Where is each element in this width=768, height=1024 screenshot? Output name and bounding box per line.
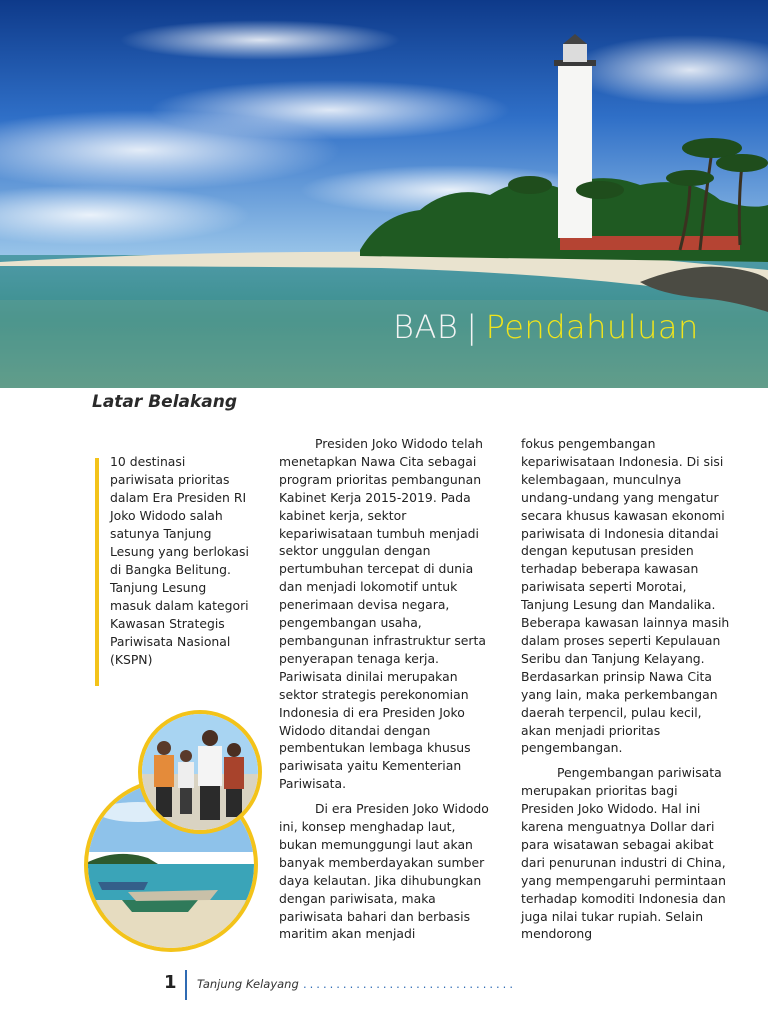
page-number: 1 (164, 972, 177, 993)
footer-title: Tanjung Kelayang (197, 977, 299, 991)
chapter-title (393, 308, 699, 346)
footer-divider (185, 970, 187, 1000)
pull-quote: 10 destinasi pariwisata prioritas dalam Era Presiden RI Joko Widodo salah satunya Tanjung Lesung yang berlokasi di Bangka Belitung. Tanjung Lesung masuk dalam kategori Kawasan Strategis Pariwisata Nasional (KSPN) (110, 454, 249, 667)
footer-leader-dots: ................................ (303, 977, 516, 991)
paragraph: Di era Presiden Joko Widodo ini, konsep menghadap laut, bukan memunggungi laut akan banyak memberdayakan sumber daya kelautan. Jika dihubungkan dengan pariwisata, maka pariwisata bahari dan berbasis maritim akan menjadi (279, 801, 489, 942)
chapter-separator: | (466, 308, 478, 346)
paragraph: Presiden Joko Widodo telah menetapkan Nawa Cita sebagai program prioritas pembangunan Kabinet Kerja 2015-2019. Pada kabinet kerja, sektor kepariwisataan tumbuh menjadi sektor unggulan dengan pertumbuhan tercepat di dunia dan menjadi lokomotif untuk penerimaan devisa negara, pengembangan usaha, pembangunan infrastruktur serta penyerapan tenaga kerja. Pariwisata dinilai merupakan sektor strategis perekonomian Indonesia di era Presiden Joko Widodo ditandai dengan pembentukan lembaga khusus pariwisata yaitu Kementerian Pariwisata. (279, 436, 486, 792)
chapter-name: Pendahuluan (485, 308, 699, 346)
body-column-2 (279, 435, 491, 943)
chapter-word: BAB (393, 308, 459, 346)
hero-image (0, 0, 768, 388)
paragraph: Pengembangan pariwisata merupakan prioritas bagi Presiden Joko Widodo. Hal ini karena menguatnya Dollar dari para wisatawan sebagai akibat dari penurunan industri di China, yang mempengaruhi permintaan terhadap komoditi Indonesia dan juga nilai tukar rupiah. Selain mendorong (521, 765, 726, 942)
officials-walking-photo (138, 710, 262, 834)
section-heading: Latar Belakang (92, 392, 238, 412)
quote-accent-bar (95, 458, 99, 686)
body-column-3 (521, 435, 733, 943)
paragraph: fokus pengembangan kepariwisataan Indonesia. Di sisi kelembagaan, munculnya undang-undang yang mengatur secara khusus kawasan ekonomi pariwisata di Indonesia ditandai dengan keputusan presiden terhadap beberapa kawasan pariwisata seperti Morotai, Tanjung Lesung dan Mandalika. Beberapa kawasan lainnya masih dalam proses seperti Kepulauan Seribu dan Tanjung Kelayang. Berdasarkan prinsip Nawa Cita yang lain, maka perkembangan daerah terpencil, pulau kecil, akan menjadi prioritas pengembangan. (521, 436, 730, 756)
